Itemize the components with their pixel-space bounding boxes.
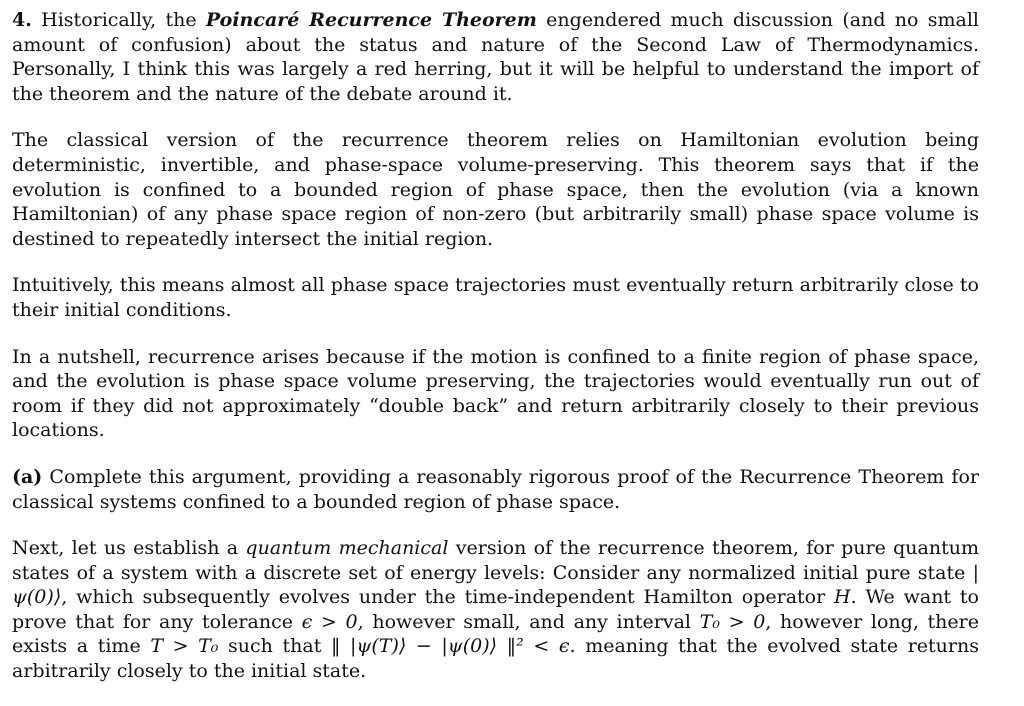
problem-number: 4. — [12, 9, 32, 31]
quantum-text-7: such that — [228, 635, 322, 658]
quantum-emphasis: quantum mechanical — [245, 537, 449, 560]
intuition-paragraph: Intuitively, this means almost all phase space trajectories must eventually return arbitrarily close to their initial conditions. — [12, 274, 979, 321]
quantum-text-3: , which subsequently evolves under the time-independent Hamilton operator — [61, 586, 826, 609]
nutshell-paragraph: In a nutshell, recurrence arises because if the motion is confined to a finite region of phase space, and the evolution is phase space volume preserving, the trajectories would eventually run out of room if they did not approximately “double back” and return arbitrarily closely to their previous locations. — [12, 345, 979, 442]
interval-math: T₀ > 0 — [699, 610, 766, 633]
quantum-text-4: . We want to prove that for any tolerance — [12, 586, 979, 633]
tolerance-math: ϵ > 0 — [301, 610, 358, 633]
part-a-paragraph — [12, 465, 979, 514]
quantum-text-2: version of the recurrence theorem, for pure quantum states of a system with a discrete set of energy levels: Consider any normalized initial pure state — [12, 537, 979, 584]
quantum-text-1: Next, let us establish a — [12, 537, 239, 560]
quantum-paragraph — [12, 536, 979, 684]
quantum-text-5: , however small, and any interval — [357, 610, 691, 633]
hamiltonian-math: H — [834, 586, 851, 609]
document-page — [12, 8, 979, 706]
initial-state-math: |ψ(0)⟩ — [12, 561, 979, 609]
part-a-text: Complete this argument, providing a reasonably rigorous proof of the Recurrence Theorem for classical systems confined to a bounded region of phase space. — [12, 465, 979, 513]
quantum-text-6: , however long, there exists a time — [12, 610, 979, 658]
time-math: T > T₀ — [150, 635, 219, 658]
intro-text-2: engendered much discussion (and no small amount of confusion) about the status and nature of the Second Law of Thermodynamics. Personally, I think this was largely a red herring, but it will be helpful to understand the import of the theorem and the nature of the debate around it. — [12, 9, 979, 105]
norm-expression-math: ‖ |ψ(T)⟩ − |ψ(0)⟩ ‖² < ϵ. — [330, 635, 576, 658]
theorem-name: Poincaré Recurrence Theorem — [205, 9, 537, 31]
intro-text-1: Historically, the — [41, 9, 197, 31]
quantum-text-8: meaning that the evolved state returns arbitrarily closely to the initial state. — [12, 635, 979, 683]
classical-paragraph: The classical version of the recurrence theorem relies on Hamiltonian evolution being deterministic, invertible, and phase-space volume-preserving. This theorem says that if the evolution is confined to a bounded region of phase space, then the evolution (via a known Hamiltonian) of any phase space region of non-zero (but arbitrarily small) phase space volume is destined to repeatedly intersect the initial region. — [12, 129, 979, 250]
problem-intro-paragraph — [12, 8, 979, 106]
part-a-label: (a) — [12, 465, 43, 488]
